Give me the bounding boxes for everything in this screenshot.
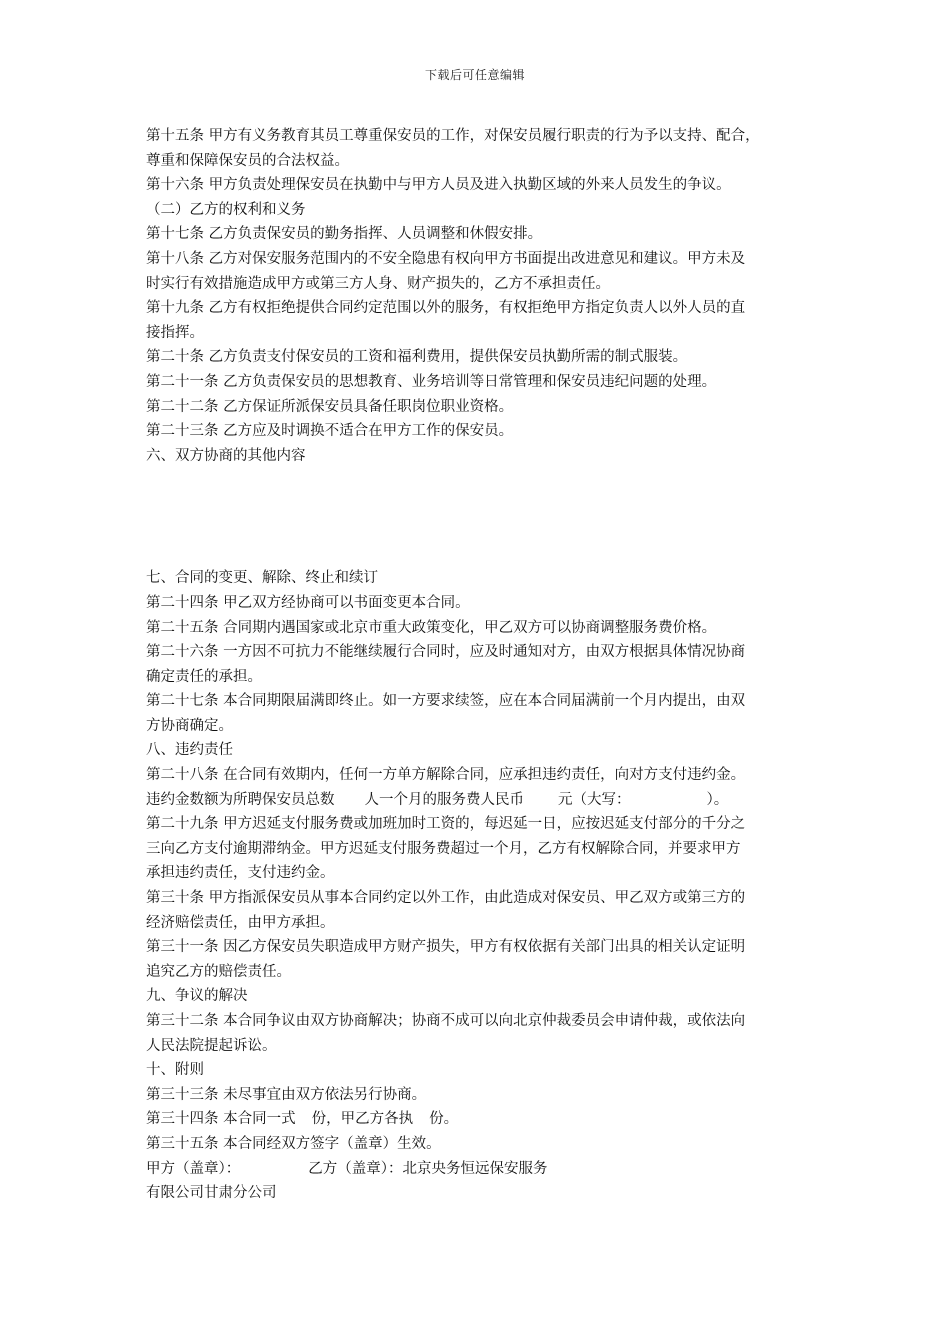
text-line: 方协商确定。 bbox=[146, 717, 233, 734]
text-line: 第二十六条 一方因不可抗力不能继续履行合同时，应及时通知对方，由双方根据具体情况协商 bbox=[146, 644, 746, 661]
text-line: 第十六条 甲方负责处理保安员在执勤中与甲方人员及进入执勤区域的外来人员发生的争议。 bbox=[146, 177, 731, 194]
text-line: 确定责任的承担。 bbox=[146, 668, 262, 685]
section-heading: （二）乙方的权利和义务 bbox=[146, 201, 306, 218]
penalty-text-2: 人一个月的服务费人民币 bbox=[364, 791, 524, 808]
penalty-text-3: 元（大写： bbox=[558, 791, 631, 808]
penalty-text-1: 违约金数额为所聘保安员总数 bbox=[146, 791, 335, 808]
text-line: 第十五条 甲方有义务教育其员工尊重保安员的工作，对保安员履行职责的行为予以支持、配合， bbox=[146, 128, 760, 144]
party-b-seal-label: 乙方（盖章）：北京央务恒远保安服务 bbox=[308, 1160, 548, 1177]
section-heading: 九、争议的解决 bbox=[146, 988, 248, 1005]
text-line: 时实行有效措施造成甲方或第三方人身、财产损失的，乙方不承担责任。 bbox=[146, 275, 610, 292]
section-block-b bbox=[146, 566, 822, 812]
text-line: 人民法院提起诉讼。 bbox=[146, 1037, 277, 1054]
contract-body bbox=[146, 124, 822, 1206]
text-line: 第二十五条 合同期内遇国家或北京市重大政策变化，甲乙双方可以协商调整服务费价格。 bbox=[146, 619, 717, 636]
text-line: 第三十条 甲方指派保安员从事本合同约定以外工作，由此造成对保安员、甲乙双方或第三方的 bbox=[146, 890, 746, 907]
text-line: 第十七条 乙方负责保安员的勤务指挥、人员调整和休假安排。 bbox=[146, 226, 543, 243]
text-line: 第三十一条 因乙方保安员失职造成甲方财产损失，甲方有权依据有关部门出具的相关认定证明 bbox=[146, 939, 746, 956]
text-line: 第二十四条 甲乙双方经协商可以书面变更本合同。 bbox=[146, 594, 470, 611]
copies-text-3: 份。 bbox=[429, 1111, 459, 1128]
text-line: 第二十二条 乙方保证所派保安员具备任职岗位职业资格。 bbox=[146, 398, 514, 415]
section-heading: 七、合同的变更、解除、终止和续订 bbox=[146, 570, 378, 587]
copies-line bbox=[146, 1107, 822, 1132]
text-line: 承担违约责任，支付违约金。 bbox=[146, 865, 335, 882]
text-line: 第二十八条 在合同有效期内，任何一方单方解除合同，应承担违约责任，向对方支付违约金。 bbox=[146, 767, 746, 784]
text-line: 第三十二条 本合同争议由双方协商解决；协商不成可以向北京仲裁委员会申请仲裁，或依法向 bbox=[146, 1013, 746, 1029]
text-line: 第二十七条 本合同期限届满即终止。如一方要求续签，应在本合同届满前一个月内提出，由双 bbox=[146, 693, 746, 710]
section-block-a bbox=[146, 124, 822, 468]
copies-text-2: 份，甲乙方各执 bbox=[311, 1111, 414, 1128]
party-b-name-continued: 有限公司甘肃分公司 bbox=[146, 1185, 277, 1202]
text-line: 接指挥。 bbox=[146, 324, 204, 341]
effect-clause: 第三十五条 本合同经双方签字（盖章）生效。 bbox=[146, 1135, 441, 1152]
text-line: 第十九条 乙方有权拒绝提供合同约定范围以外的服务，有权拒绝甲方指定负责人以外人员的直 bbox=[146, 300, 746, 317]
section-block-c bbox=[146, 812, 822, 1206]
text-line: 追究乙方的赔偿责任。 bbox=[146, 963, 291, 980]
text-line: 第二十条 乙方负责支付保安员的工资和福利费用，提供保安员执勤所需的制式服装。 bbox=[146, 349, 688, 366]
party-a-seal-label: 甲方（盖章）： bbox=[146, 1160, 241, 1177]
blank-area bbox=[146, 468, 822, 566]
text-line: 第二十一条 乙方负责保安员的思想教育、业务培训等日常管理和保安员违纪问题的处理。 bbox=[146, 373, 717, 390]
copies-text-1: 第三十四条 本合同一式 bbox=[146, 1111, 296, 1128]
section-heading: 十、附则 bbox=[146, 1062, 204, 1079]
section-heading: 六、双方协商的其他内容 bbox=[146, 447, 306, 464]
text-line: 三向乙方支付逾期滞纳金。甲方迟延支付服务费超过一个月，乙方有权解除合同，并要求甲方 bbox=[146, 840, 741, 857]
text-line: 第二十三条 乙方应及时调换不适合在甲方工作的保安员。 bbox=[146, 423, 514, 440]
text-line: 第十八条 乙方对保安服务范围内的不安全隐患有权向甲方书面提出改进意见和建议。甲方未及 bbox=[146, 250, 746, 267]
text-line: 尊重和保障保安员的合法权益。 bbox=[146, 152, 349, 169]
section-heading: 八、违约责任 bbox=[146, 742, 233, 759]
text-line: 经济赔偿责任，由甲方承担。 bbox=[146, 914, 335, 931]
text-line: 第三十三条 未尽事宜由双方依法另行协商。 bbox=[146, 1086, 427, 1103]
page-header: 下载后可任意编辑 bbox=[424, 68, 525, 82]
penalty-text-4: ）。 bbox=[706, 791, 729, 808]
penalty-amount-line bbox=[146, 788, 822, 813]
signature-line bbox=[146, 1157, 822, 1182]
text-line: 第二十九条 甲方迟延支付服务费或加班加时工资的，每迟延一日，应按迟延支付部分的千分之 bbox=[146, 816, 746, 833]
